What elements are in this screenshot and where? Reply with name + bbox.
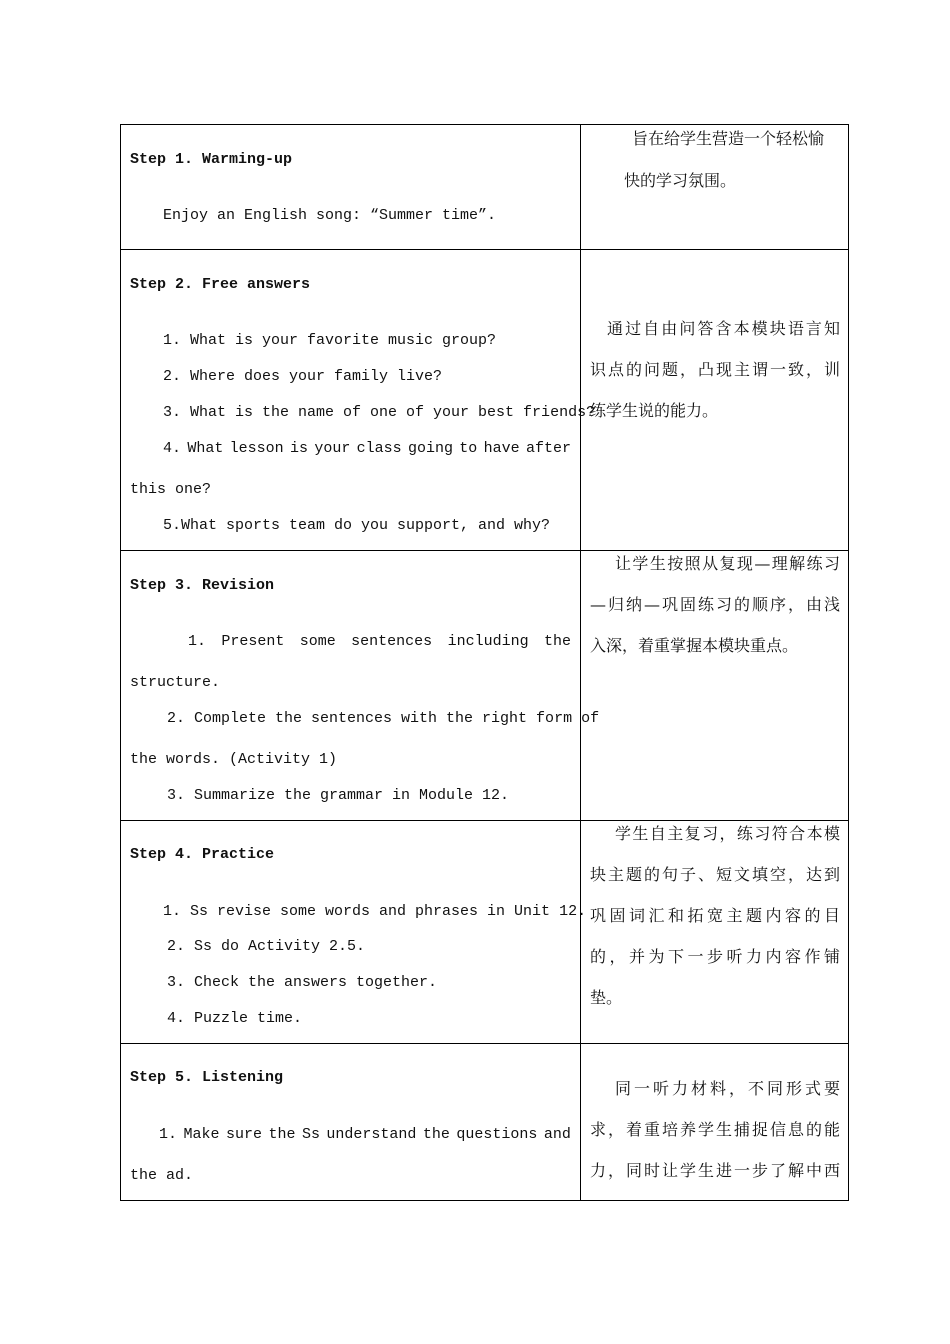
purpose-line: 练学生说的能力。 bbox=[590, 401, 719, 420]
step-heading: Step 1. Warming-up bbox=[130, 151, 293, 168]
table-row bbox=[121, 1044, 849, 1201]
step-item: structure. bbox=[130, 674, 221, 691]
step-item: 3. Summarize the grammar in Module 12. bbox=[167, 787, 510, 804]
purpose-line: 求，着重培养学生捕捉信息的能 bbox=[590, 1120, 840, 1139]
step-item: 1. Present some sentences including the bbox=[188, 633, 571, 650]
purpose-line: 旨在给学生营造一个轻松愉 bbox=[632, 129, 825, 148]
step-content-cell bbox=[121, 821, 587, 1044]
purpose-line: 学生自主复习，练习符合本模 bbox=[615, 824, 840, 843]
step-item: 1. Ss revise some words and phrases in Unit 12. bbox=[163, 903, 587, 920]
purpose-line: 巩固词汇和拓宽主题内容的目 bbox=[590, 906, 840, 925]
purpose-line: 让学生按照从复现—理解练习 bbox=[615, 554, 840, 573]
purpose-line: 识点的问题，凸现主谓一致，训 bbox=[590, 360, 840, 379]
step-heading: Step 4. Practice bbox=[130, 846, 275, 863]
purpose-cell bbox=[581, 125, 849, 250]
step-heading: Step 5. Listening bbox=[130, 1069, 284, 1086]
step-item: 2. Ss do Activity 2.5. bbox=[167, 938, 366, 955]
table-row bbox=[121, 551, 849, 821]
step-item: 1. What is your favorite music group? bbox=[163, 332, 497, 349]
step-item: the ad. bbox=[130, 1167, 194, 1184]
step-item: 3. What is the name of one of your best friends? bbox=[163, 404, 596, 421]
purpose-line: 入深，着重掌握本模块重点。 bbox=[590, 636, 799, 655]
step-content-cell bbox=[121, 125, 581, 250]
purpose-cell bbox=[581, 1044, 849, 1201]
purpose-line: 的，并为下一步听力内容作铺 bbox=[590, 947, 840, 966]
table-row bbox=[121, 821, 849, 1044]
step-content-cell bbox=[121, 551, 600, 821]
step-content-cell bbox=[121, 1044, 581, 1201]
step-item: 4. What lesson is your class going to have after bbox=[163, 440, 571, 457]
step-heading: Step 3. Revision bbox=[130, 577, 275, 594]
purpose-line: 垫。 bbox=[590, 988, 623, 1007]
step-content-cell bbox=[121, 250, 596, 551]
step-item: 1. Make sure the Ss understand the questions and bbox=[159, 1126, 571, 1143]
lesson-plan-table bbox=[120, 124, 849, 1201]
purpose-cell bbox=[581, 250, 849, 551]
step-item: 2. Complete the sentences with the right form of bbox=[167, 710, 600, 727]
purpose-line: 通过自由问答含本模块语言知 bbox=[607, 319, 840, 338]
step-item: 2. Where does your family live? bbox=[163, 368, 443, 385]
step-heading: Step 2. Free answers bbox=[130, 276, 311, 293]
purpose-line: 同一听力材料，不同形式要 bbox=[615, 1079, 840, 1098]
step-item: 3. Check the answers together. bbox=[167, 974, 438, 991]
step-item: Enjoy an English song: “Summer time”. bbox=[163, 207, 497, 224]
purpose-line: 块主题的句子、短文填空，达到 bbox=[590, 865, 840, 884]
table-row bbox=[121, 125, 849, 250]
step-item: 4. Puzzle time. bbox=[167, 1010, 303, 1027]
purpose-line: 快的学习氛围。 bbox=[624, 171, 737, 190]
table-row bbox=[121, 250, 849, 551]
purpose-cell bbox=[581, 821, 849, 1044]
purpose-line: 力，同时让学生进一步了解中西 bbox=[590, 1161, 840, 1180]
step-item: this one? bbox=[130, 481, 212, 498]
step-item: 5.What sports team do you support, and why? bbox=[163, 517, 551, 534]
step-item: the words. (Activity 1) bbox=[130, 751, 338, 768]
purpose-cell bbox=[581, 551, 849, 821]
purpose-line: —归纳—巩固练习的顺序，由浅 bbox=[590, 595, 840, 614]
